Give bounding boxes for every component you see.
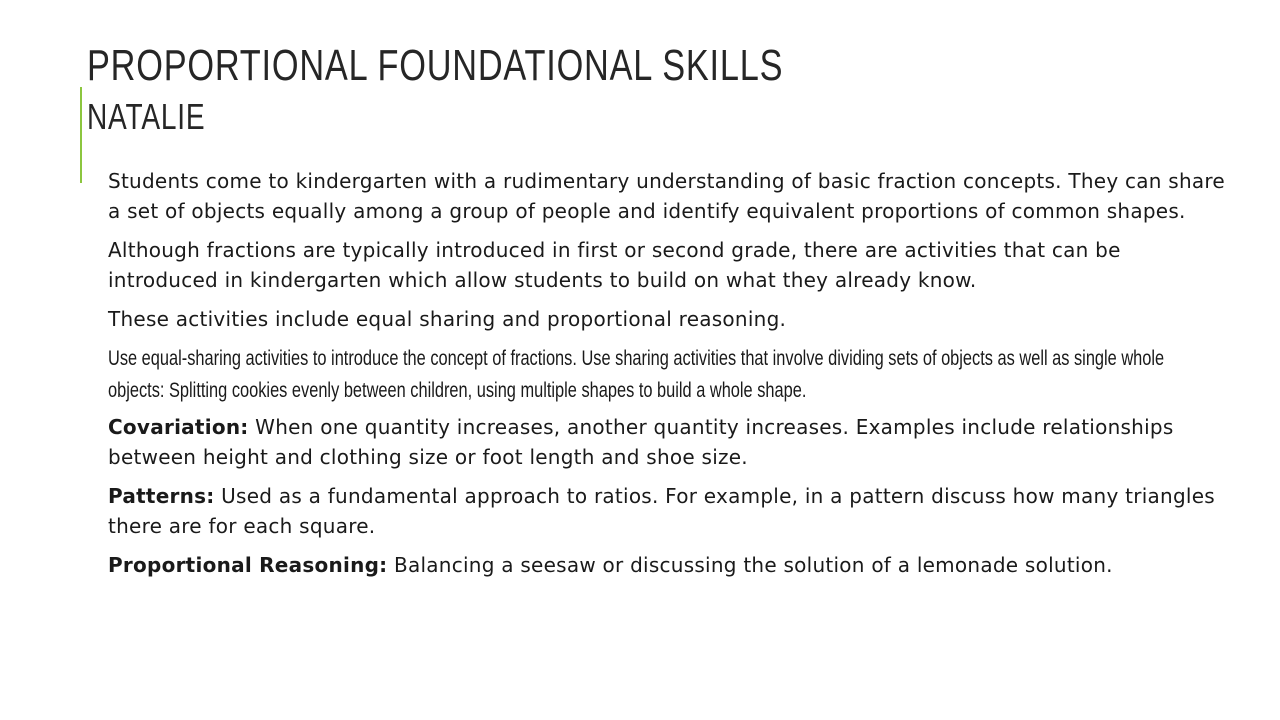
paragraph-text: Balancing a seesaw or discussing the solution of a lemonade solution. <box>387 553 1113 577</box>
paragraph-proportional-reasoning <box>108 550 1233 580</box>
paragraph-text: Use equal-sharing activities to introduce the concept of fractions. Use sharing activities that involve dividing sets of objects as well as single whole objects: Splitting cookies evenly between children, using multiple shapes to build a whole shape. <box>108 347 1165 402</box>
paragraph-patterns <box>108 481 1233 541</box>
paragraph-text: When one quantity increases, another quantity increases. Examples include relationships between height and clothing size or foot length and shoe size. <box>108 415 1174 469</box>
slide-title: PROPORTIONAL FOUNDATIONAL SKILLS <box>87 41 784 90</box>
paragraph-fractions-timing <box>108 235 1233 295</box>
title-accent-bar <box>80 87 82 183</box>
paragraph-text: Students come to kindergarten with a rudimentary understanding of basic fraction concepts. They can share a set of objects equally among a group of people and identify equivalent proportions of common shapes. <box>108 169 1225 223</box>
paragraph-text: Although fractions are typically introduced in first or second grade, there are activities that can be introduced in kindergarten which allow students to build on what they already know. <box>108 238 1121 292</box>
paragraph-intro <box>108 166 1233 226</box>
term-covariation: Covariation: <box>108 415 249 439</box>
paragraph-equal-sharing <box>108 343 1200 407</box>
term-patterns: Patterns: <box>108 484 215 508</box>
term-proportional-reasoning: Proportional Reasoning: <box>108 553 388 577</box>
slide-subtitle: NATALIE <box>87 96 206 137</box>
paragraph-text: Used as a fundamental approach to ratios. For example, in a pattern discuss how many triangles there are for each square. <box>108 484 1215 538</box>
paragraph-text: These activities include equal sharing and proportional reasoning. <box>108 307 787 331</box>
paragraph-activities <box>108 304 1233 334</box>
paragraph-covariation <box>108 412 1233 472</box>
slide-body <box>108 166 1233 589</box>
